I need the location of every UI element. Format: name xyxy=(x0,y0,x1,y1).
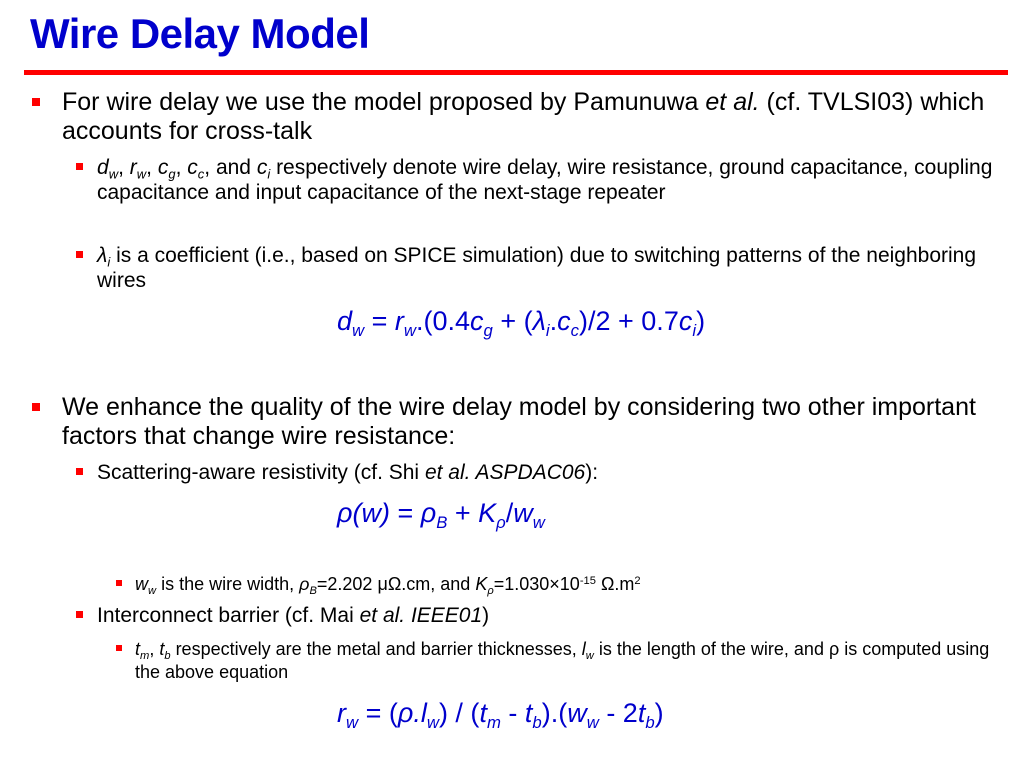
bullet-square-icon xyxy=(76,468,83,475)
symbol: d xyxy=(337,306,353,336)
symbol: ρ(w) xyxy=(337,498,390,528)
text-segment: , xyxy=(118,156,130,179)
text-segment: + xyxy=(447,498,479,528)
subscript: w xyxy=(346,712,359,732)
symbol: c xyxy=(470,306,484,336)
symbol: t xyxy=(135,639,141,659)
subsubbullet-width-constants xyxy=(116,573,996,596)
text-segment: , and xyxy=(204,156,257,179)
symbol: r xyxy=(129,156,137,179)
symbol: t xyxy=(479,698,487,728)
text-segment: ) / ( xyxy=(438,698,480,728)
symbol: r xyxy=(394,306,404,336)
symbol: ρ xyxy=(420,498,437,528)
subbullet-scattering-resistivity xyxy=(76,460,996,485)
bullet-square-icon xyxy=(32,403,40,411)
text-segment: ) xyxy=(654,698,664,728)
text-segment: (cf. TVLSI03) which accounts for cross-talk xyxy=(62,88,985,145)
text-segment: Ω.m xyxy=(595,574,635,594)
equation-wire-resistance xyxy=(337,698,664,732)
equation-resistivity xyxy=(337,498,545,532)
bullet-text xyxy=(97,155,996,205)
symbol: r xyxy=(337,698,346,728)
text-segment: =2.202 μΩ.cm, and xyxy=(316,574,476,594)
symbol: w xyxy=(567,698,587,728)
symbol: l xyxy=(420,698,427,728)
subscript: w xyxy=(136,166,147,182)
subscript: w xyxy=(585,649,594,662)
symbol: d xyxy=(97,156,109,179)
text-segment: ) xyxy=(696,306,706,336)
symbol: w xyxy=(135,574,148,594)
text-segment: . xyxy=(413,698,421,728)
bullet-text xyxy=(135,573,996,596)
subscript: w xyxy=(352,320,365,340)
subscript: b xyxy=(532,712,542,732)
text-segment: / xyxy=(505,498,514,528)
text-segment: = xyxy=(389,498,421,528)
bullet-text xyxy=(97,243,996,293)
text-segment: , xyxy=(146,156,158,179)
symbol: ρ xyxy=(299,574,310,594)
text-segment: is a coefficient (i.e., based on SPICE simulation) due to switching patterns of the neighboring wires xyxy=(97,244,977,292)
subbullet-lambda-coefficient xyxy=(76,243,996,293)
bullet-square-icon xyxy=(116,580,122,586)
subscript: c xyxy=(570,320,580,340)
symbol: c xyxy=(157,156,169,179)
text-segment: = ( xyxy=(358,698,398,728)
text-segment: = xyxy=(364,306,395,336)
bullet-square-icon xyxy=(32,98,40,106)
subscript: m xyxy=(140,649,150,662)
bullet-wire-delay-model xyxy=(32,88,992,146)
subscript: w xyxy=(108,166,119,182)
subbullet-symbol-definitions xyxy=(76,155,996,205)
equation-wire-delay xyxy=(337,306,706,340)
subscript: ρ xyxy=(496,512,506,532)
bullet-text xyxy=(62,88,992,146)
subscript: g xyxy=(168,166,176,182)
symbol: t xyxy=(524,698,533,728)
text-segment: is the length of the wire, and ρ is computed using the above equation xyxy=(135,639,990,682)
text-segment: =1.030×10 xyxy=(493,574,580,594)
symbol: λ xyxy=(532,306,546,336)
subscript: w xyxy=(403,320,416,340)
text-italic: et al. xyxy=(705,88,760,116)
bullet-text xyxy=(97,603,996,628)
bullet-square-icon xyxy=(76,163,83,170)
subscript: i xyxy=(545,320,550,340)
subscript: c xyxy=(197,166,205,182)
subscript: i xyxy=(107,254,111,270)
text-segment: For wire delay we use the model proposed by Pamunuwa xyxy=(62,88,706,116)
symbol: K xyxy=(478,498,497,528)
text-segment: - 2 xyxy=(598,698,638,728)
subscript: w xyxy=(426,712,439,732)
subscript: g xyxy=(483,320,493,340)
symbol: λ xyxy=(97,244,108,267)
text-segment: .(0.4 xyxy=(416,306,471,336)
subscript: w xyxy=(586,712,599,732)
text-segment: )/2 + 0.7 xyxy=(579,306,679,336)
title-divider xyxy=(24,70,1008,75)
subscript: w xyxy=(532,512,545,532)
subscript: i xyxy=(692,320,697,340)
text-segment: - xyxy=(500,698,525,728)
text-segment: ) xyxy=(482,604,490,627)
text-segment: , xyxy=(175,156,188,179)
text-segment: + ( xyxy=(492,306,533,336)
text-segment: , xyxy=(149,639,160,659)
symbol: w xyxy=(513,498,533,528)
text-segment: respectively denote wire delay, wire resistance, ground capacitance, coupling capacitance and input capacitance of the next-stage repeater xyxy=(97,156,993,204)
bullet-text xyxy=(135,638,996,684)
symbol: t xyxy=(159,639,165,659)
symbol: ρ xyxy=(397,698,414,728)
text-segment: ): xyxy=(585,461,599,484)
subscript: b xyxy=(164,649,171,662)
text-segment: ).( xyxy=(541,698,568,728)
symbol: t xyxy=(637,698,646,728)
subscript: i xyxy=(267,166,271,182)
text-italic: et al. ASPDAC06 xyxy=(424,461,586,484)
symbol: c xyxy=(256,156,268,179)
symbol: c xyxy=(557,306,571,336)
bullet-text xyxy=(97,460,996,485)
bullet-square-icon xyxy=(76,611,83,618)
text-segment: Scattering-aware resistivity (cf. Shi xyxy=(97,461,425,484)
bullet-square-icon xyxy=(116,645,122,651)
text-segment: Interconnect barrier (cf. Mai xyxy=(97,604,360,627)
subsubbullet-thickness-definitions xyxy=(116,638,996,684)
bullet-square-icon xyxy=(76,251,83,258)
superscript: 2 xyxy=(634,574,641,587)
text-italic: et al. IEEE01 xyxy=(359,604,483,627)
symbol: c xyxy=(187,156,198,179)
subscript: w xyxy=(148,584,157,597)
symbol: l xyxy=(581,639,586,659)
symbol: c xyxy=(678,306,693,336)
superscript: -15 xyxy=(579,574,596,587)
subscript: B xyxy=(436,512,448,532)
subbullet-interconnect-barrier xyxy=(76,603,996,628)
subscript: B xyxy=(309,584,317,597)
subscript: ρ xyxy=(487,584,494,597)
text-segment: . xyxy=(549,306,558,336)
symbol: K xyxy=(475,574,488,594)
slide-title: Wire Delay Model xyxy=(30,10,370,57)
text-segment: is the wire width, xyxy=(156,574,300,594)
subscript: b xyxy=(645,712,655,732)
bullet-enhance-model xyxy=(32,393,992,451)
text-segment: respectively are the metal and barrier thicknesses, xyxy=(170,639,582,659)
bullet-text: We enhance the quality of the wire delay model by considering two other important factors that change wire resistance: xyxy=(62,393,976,450)
subscript: m xyxy=(486,712,501,732)
